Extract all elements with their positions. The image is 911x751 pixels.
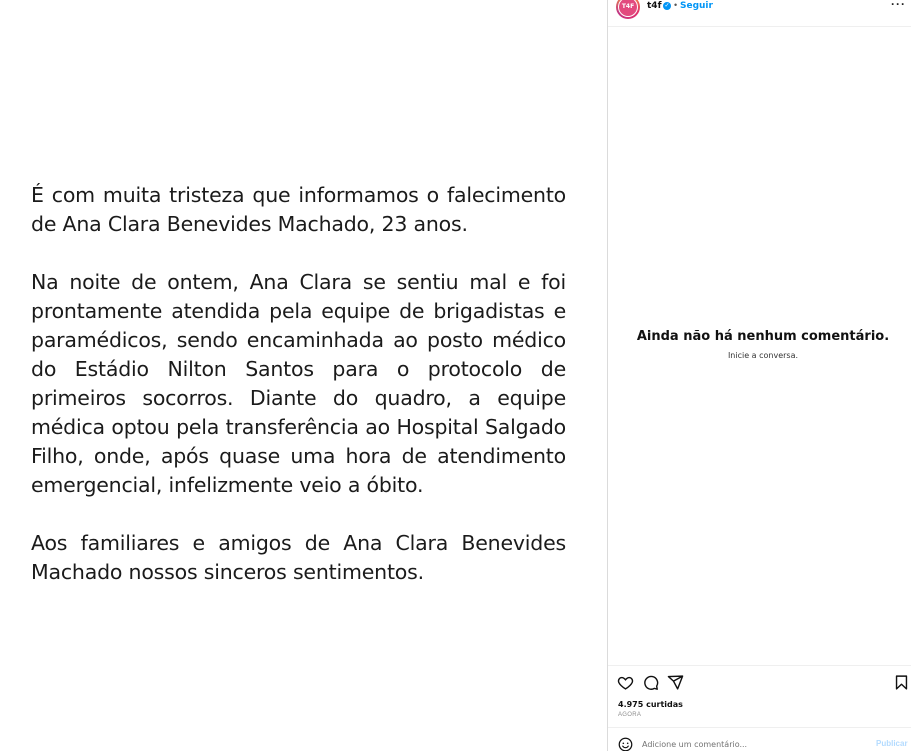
emoji-icon[interactable] bbox=[618, 737, 633, 751]
publish-button[interactable]: Publicar bbox=[876, 739, 908, 748]
empty-comments-title: Ainda não há nenhum comentário. bbox=[636, 329, 890, 344]
bookmark-icon[interactable] bbox=[893, 674, 910, 691]
post-paragraph-3: Aos familiares e amigos de Ana Clara Benevides Machado nossos sinceros sentimentos. bbox=[31, 531, 566, 584]
composer-divider bbox=[608, 727, 911, 728]
comment-input[interactable] bbox=[642, 737, 872, 751]
follow-button[interactable]: Seguir bbox=[680, 1, 713, 11]
avatar-logo: T4F bbox=[619, 0, 637, 16]
actions-divider bbox=[608, 665, 911, 666]
more-options-icon[interactable]: ··· bbox=[891, 0, 906, 11]
avatar-ring bbox=[618, 0, 638, 17]
post-timestamp: AGORA bbox=[618, 712, 642, 718]
separator-dot: • bbox=[674, 0, 678, 10]
post-header bbox=[608, 0, 911, 27]
post-text bbox=[31, 181, 566, 587]
heart-icon[interactable] bbox=[617, 674, 634, 691]
empty-comments-subtitle: Inicie a conversa. bbox=[727, 351, 799, 360]
post-paragraph-1: É com muita tristeza que informamos o falecimento de Ana Clara Benevides Machado, 23 anos. bbox=[31, 183, 566, 236]
comments-panel bbox=[608, 0, 911, 751]
verified-badge-icon: ✓ bbox=[664, 3, 670, 9]
share-icon[interactable] bbox=[667, 674, 684, 691]
username[interactable]: t4f bbox=[647, 1, 662, 11]
post-paragraph-2: Na noite de ontem, Ana Clara se sentiu mal e foi prontamente atendida pela equipe de brigadistas e paramédicos, sendo encaminhada ao posto médico do Estádio Nilton Santos para o protocolo de primeiros socorros. Diante do quadro, a equipe médica optou pela transferência ao Hospital Salgado Filho, onde, após quase uma hora de atendimento emergencial, infelizmente veio a óbito. bbox=[31, 270, 566, 497]
comment-icon[interactable] bbox=[642, 674, 659, 691]
likes-count[interactable]: 4.975 curtidas bbox=[618, 700, 683, 709]
avatar[interactable] bbox=[616, 0, 640, 19]
